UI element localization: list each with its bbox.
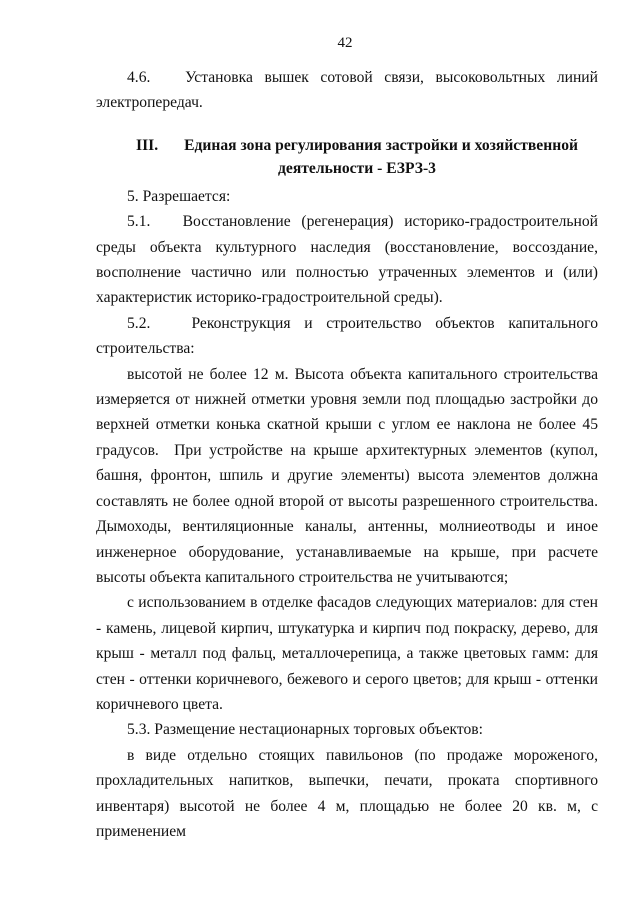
section-number: III. <box>136 136 159 154</box>
paragraph-5-1: 5.1. Восстановление (регенерация) историко-градостроительной среды объекта культурного наследия (восстановление, воссоздание, восполнение частично или полностью утраченных элементов и (или) характеристик историко-градостроительной среды). <box>96 213 598 307</box>
page-number: 42 <box>337 35 353 51</box>
section-title: Единая зона регулирования застройки и хозяйственной деятельности - ЕЗРЗ-3 <box>184 136 578 177</box>
paragraph-5-2: 5.2. Реконструкция и строительство объектов капитального строительства: <box>96 314 598 358</box>
document-body <box>96 65 598 844</box>
paragraph-height-limits: высотой не более 12 м. Высота объекта капитального строительства измеряется от нижней отметки уровня земли под площадью застройки до верхней отметки конька скатной крыши с углом ее наклона не более 45 градусов. При устройстве на крыше архитектурных элементов (купол, башня, фронтон, шпиль и другие элементы) высота элементов должна составлять не более одной второй от высоты разрешенного строительства. Дымоходы, вентиляционные каналы, антенны, молниеотводы и иное инженерное оборудование, устанавливаемые на крыше, при расчете высоты объекта капитального строительства не учитываются; <box>96 365 598 586</box>
paragraph-pavilions: в виде отдельно стоящих павильонов (по продаже мороженого, прохладительных напитков, выпечки, печати, проката спортивного инвентаря) высотой не более 4 м, площадью не более 20 кв. м, с применением <box>96 746 598 840</box>
paragraph-5-3: 5.3. Размещение нестационарных торговых объектов: <box>127 721 483 739</box>
section-heading <box>96 134 598 180</box>
paragraph-facade-materials: с использованием в отделке фасадов следующих материалов: для стен - камень, лицевой кирпич, штукатурка и кирпич под покраску, дерево, для крыш - металл под фальц, металлочерепица, а также цветовых гамм: для стен - оттенки коричневого, бежевого и серого цветов; для крыш - оттенки коричневого цвета. <box>96 594 598 713</box>
paragraph-5: 5. Разрешается: <box>127 187 231 205</box>
paragraph-4-6: 4.6. Установка вышек сотовой связи, высоковольтных линий электропередач. <box>96 69 598 112</box>
